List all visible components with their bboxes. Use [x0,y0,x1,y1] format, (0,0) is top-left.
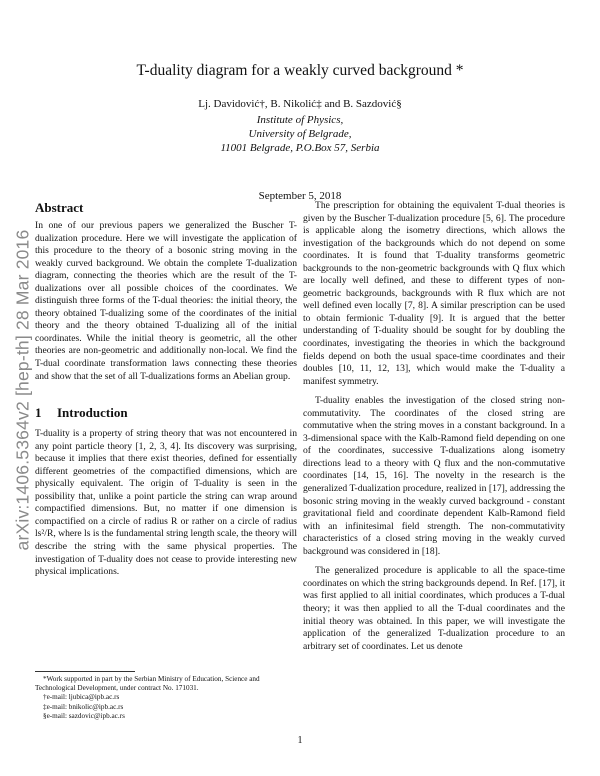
arxiv-stamp [12,180,34,600]
footnote-email-1: †e-mail: ljubica@ipb.ac.rs [43,693,120,702]
footnote-funding: *Work supported in part by the Serbian Ministry of Education, Science and Technological Development, under contract No. 171031. [35,675,260,693]
page-number: 1 [297,735,303,746]
author-list: Lj. Davidović†, B. Nikolić‡ and B. Sazdović§ [198,98,402,110]
footnote-email-3: §e-mail: sazdovic@ipb.ac.rs [43,711,125,720]
section-title: Introduction [57,405,128,421]
right-paragraph-2: T-duality enables the investigation of the closed string non-commutativity. The coordinates of the closed string are commutative when the string moves in a constant background. In a 3-dimensional space with the Kalb-Ramond field depending on one of the coordinates, successive T-dualizations along isometry directions lead to a theory with Q flux and the non-commutative coordinates [14, 15, 16]. The novelty in the research is the generalized T-dualization procedure, realized in [17], addressing the bosonic string moving in the weakly curved background - constant gravitational field and coordinate dependent Kalb-Ramond field with an infinitesimal field strength. The non-commutativity characteristics of a closed string moving in the weakly curved background was considered in [18]. [303,395,565,557]
footnote-email-2: ‡e-mail: bnikolic@ipb.ac.rs [43,702,124,711]
institution-line-2: University of Belgrade, [248,128,352,140]
institution-line-3: 11001 Belgrade, P.O.Box 57, Serbia [220,142,380,154]
abstract-heading: Abstract [35,200,84,215]
paper-date: September 5, 2018 [258,190,342,202]
right-column [303,200,565,653]
left-column [35,200,297,579]
abstract-text: In one of our previous papers we generalized the Buscher T-dualization procedure. Here we will investigate the application of this procedure to the theory of a bosonic string moving in the weakly curved background. We obtain the complete T-dualization diagram, connecting the theories which are the result of the T-dualizations over all possible choices of the coordinates. We distinguish three forms of the T-dual theories: the initial theory, the theory obtained T-dualizing some of the coordinates of the initial theory and the theory obtained T-dualizing all of the initial coordinates. While the initial theory is geometric, all the other theories are non-geometric and additionally non-local. We find the T-dual coordinate transformation laws connecting these theories and show that the set of all T-dualizations forms an Abelian group. [35,220,297,382]
intro-paragraph-1: T-duality is a property of string theory that was not encountered in any point particle theory [1, 2, 3, 4]. Its discovery was surprising, because it implies that there exist theories, defined for essentially different geometries of the compactified dimensions, which are physically equivalent. The origin of T-duality is seen in the possibility that, unlike a point particle the string can wrap around compactified dimensions. But, no matter if one dimension is compactified on a circle of radius R or rather on a circle of radius ls²/R, where ls is the fundamental string length scale, the theory will describe the string with the same physical properties. The investigation of T-duality does not cease to provide interesting new physical implications. [35,428,297,578]
footnotes [35,671,297,721]
right-paragraph-1: The prescription for obtaining the equivalent T-dual theories is given by the Buscher T-dualization procedure [5, 6]. The procedure is applicable along the isometry directions, which allows the investigation of the backgrounds which do not depend on some coordinates. It is found that T-duality transforms geometric backgrounds to the non-geometric backgrounds with Q flux which are locally well defined, and these to different types of non-geometric backgrounds, backgrounds with R flux which are not well defined even locally [7, 8]. A similar prescription can be used to obtain fermionic T-duality [9]. It is argued that the better understanding of T-duality should be sought for by doubling the coordinates, investigating the theories in which the background fields depend on both the usual space-time coordinates and their doubles [10, 11, 12, 13], which would make the T-duality a manifest symmetry. [303,200,565,387]
section-heading-introduction [35,405,297,421]
footnote-rule [35,671,135,672]
institution-line-1: Institute of Physics, [256,114,344,126]
right-paragraph-3: The generalized procedure is applicable to all the space-time coordinates on which the string backgrounds depend. In Ref. [17], it was first applied to all initial coordinates, which produces a T-dual theory; it was then applied to all the T-dual coordinates and the initial theory was obtained. In this paper, we will investigate the application of the generalized T-dualization procedure to an arbitrary set of coordinates. Let us denote [303,565,565,652]
arxiv-stamp-text: arXiv:1406.5364v2 [hep-th] 28 Mar 2016 [12,229,33,551]
section-number: 1 [35,405,42,421]
paper-title: T-duality diagram for a weakly curved background * [136,62,464,79]
